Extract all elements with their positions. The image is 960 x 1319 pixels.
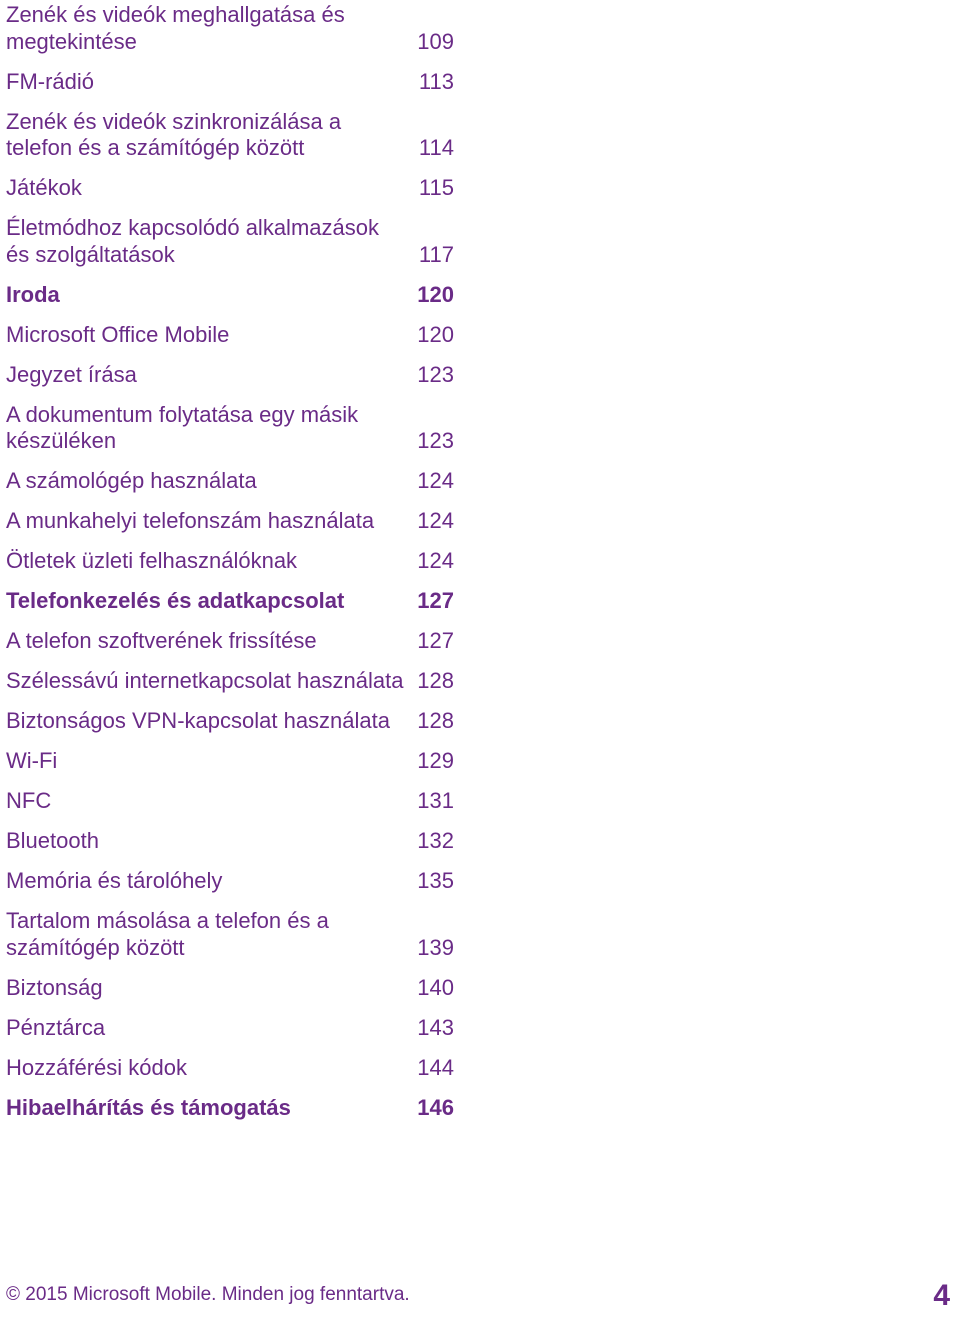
toc-section-heading[interactable] [6,588,454,615]
toc-entry-page: 127 [417,588,454,613]
toc-entry-title: A számológép használata [6,468,257,493]
toc-entry-title: Jegyzet írása [6,361,137,387]
toc-section-heading[interactable] [6,282,454,309]
toc-entry-title: Zenék és videók meghallgatása és megtekintése [6,2,345,54]
toc-entry-page: 132 [417,828,454,853]
toc-entry[interactable] [6,548,454,575]
toc-entry[interactable] [6,69,454,96]
toc-entry[interactable] [6,1055,454,1082]
toc-entry-page: 146 [417,1094,454,1120]
toc-entry-title: Játékok [6,175,82,200]
toc-entry[interactable] [6,109,454,162]
toc-entry-title: Pénztárca [6,1014,106,1040]
toc-section-heading[interactable] [6,1095,454,1122]
toc-entry[interactable] [6,975,454,1002]
toc-entry[interactable] [6,868,454,895]
toc-entry-title: A dokumentum folytatása egy másik készüléken [6,401,359,453]
toc-entry-title: Memória és tárolóhely [6,868,223,893]
toc-entry-title: Zenék és videók szinkronizálása a telefon és a számítógép között [6,108,342,160]
toc-entry[interactable] [6,828,454,855]
toc-entry-title: Telefonkezelés és adatkapcsolat [6,588,345,613]
toc-entry-page: 128 [417,708,454,733]
toc-entry-title: A telefon szoftverének frissítése [6,628,317,653]
table-of-contents [6,2,466,1135]
toc-entry[interactable] [6,362,454,389]
toc-entry-page: 135 [417,868,454,893]
toc-entry-title: Biztonságos VPN-kapcsolat használata [6,708,390,733]
toc-entry-title: Hibaelhárítás és támogatás [6,1094,291,1120]
toc-entry-page: 140 [417,974,454,1000]
toc-entry-page: 144 [417,1054,454,1080]
toc-entry[interactable] [6,2,454,55]
toc-entry-title: Wi-Fi [6,748,58,773]
toc-entry-page: 120 [417,281,454,307]
toc-entry-page: 124 [417,548,454,573]
toc-entry-page: 139 [417,934,454,960]
toc-entry-page: 117 [418,241,454,267]
toc-entry-title: Szélessávú internetkapcsolat használata [6,668,404,693]
toc-entry-title: Életmódhoz kapcsolódó alkalmazások és szolgáltatások [6,215,379,267]
toc-entry-page: 131 [417,788,454,813]
toc-entry[interactable] [6,908,454,961]
toc-entry[interactable] [6,468,454,495]
toc-entry-title: A munkahelyi telefonszám használata [6,508,375,533]
toc-entry-page: 127 [417,628,454,653]
toc-entry-title: Iroda [6,281,60,307]
toc-entry-page: 143 [417,1014,454,1040]
toc-entry-title: Bluetooth [6,828,99,853]
toc-entry-title: Tartalom másolása a telefon és a számítógép között [6,908,329,960]
toc-entry-page: 129 [417,748,454,773]
toc-entry[interactable] [6,748,454,775]
toc-entry-page: 123 [417,361,454,387]
toc-entry[interactable] [6,708,454,735]
toc-entry-page: 124 [417,508,454,533]
toc-entry-title: Hozzáférési kódok [6,1054,187,1080]
toc-entry[interactable] [6,322,454,349]
toc-entry-page: 113 [418,68,454,94]
toc-entry[interactable] [6,1015,454,1042]
toc-entry[interactable] [6,788,454,815]
copyright-footer: © 2015 Microsoft Mobile. Minden jog fenntartva. [6,1284,410,1305]
toc-entry[interactable] [6,508,454,535]
toc-entry[interactable] [6,215,454,268]
toc-entry-title: Ötletek üzleti felhasználóknak [6,548,298,573]
toc-entry[interactable] [6,668,454,695]
toc-entry-page: 114 [418,135,454,160]
page-number: 4 [933,1279,950,1312]
toc-entry-page: 120 [417,321,454,347]
toc-entry-title: NFC [6,788,52,813]
toc-entry[interactable] [6,628,454,655]
toc-entry-title: Biztonság [6,974,103,1000]
toc-entry-page: 128 [417,668,454,693]
toc-entry-page: 124 [417,468,454,493]
toc-entry-title: Microsoft Office Mobile [6,321,230,347]
toc-entry-title: FM-rádió [6,68,95,94]
toc-entry[interactable] [6,402,454,455]
toc-entry[interactable] [6,175,454,202]
toc-entry-page: 109 [417,28,454,54]
toc-entry-page: 115 [418,175,454,200]
toc-entry-page: 123 [417,428,454,453]
